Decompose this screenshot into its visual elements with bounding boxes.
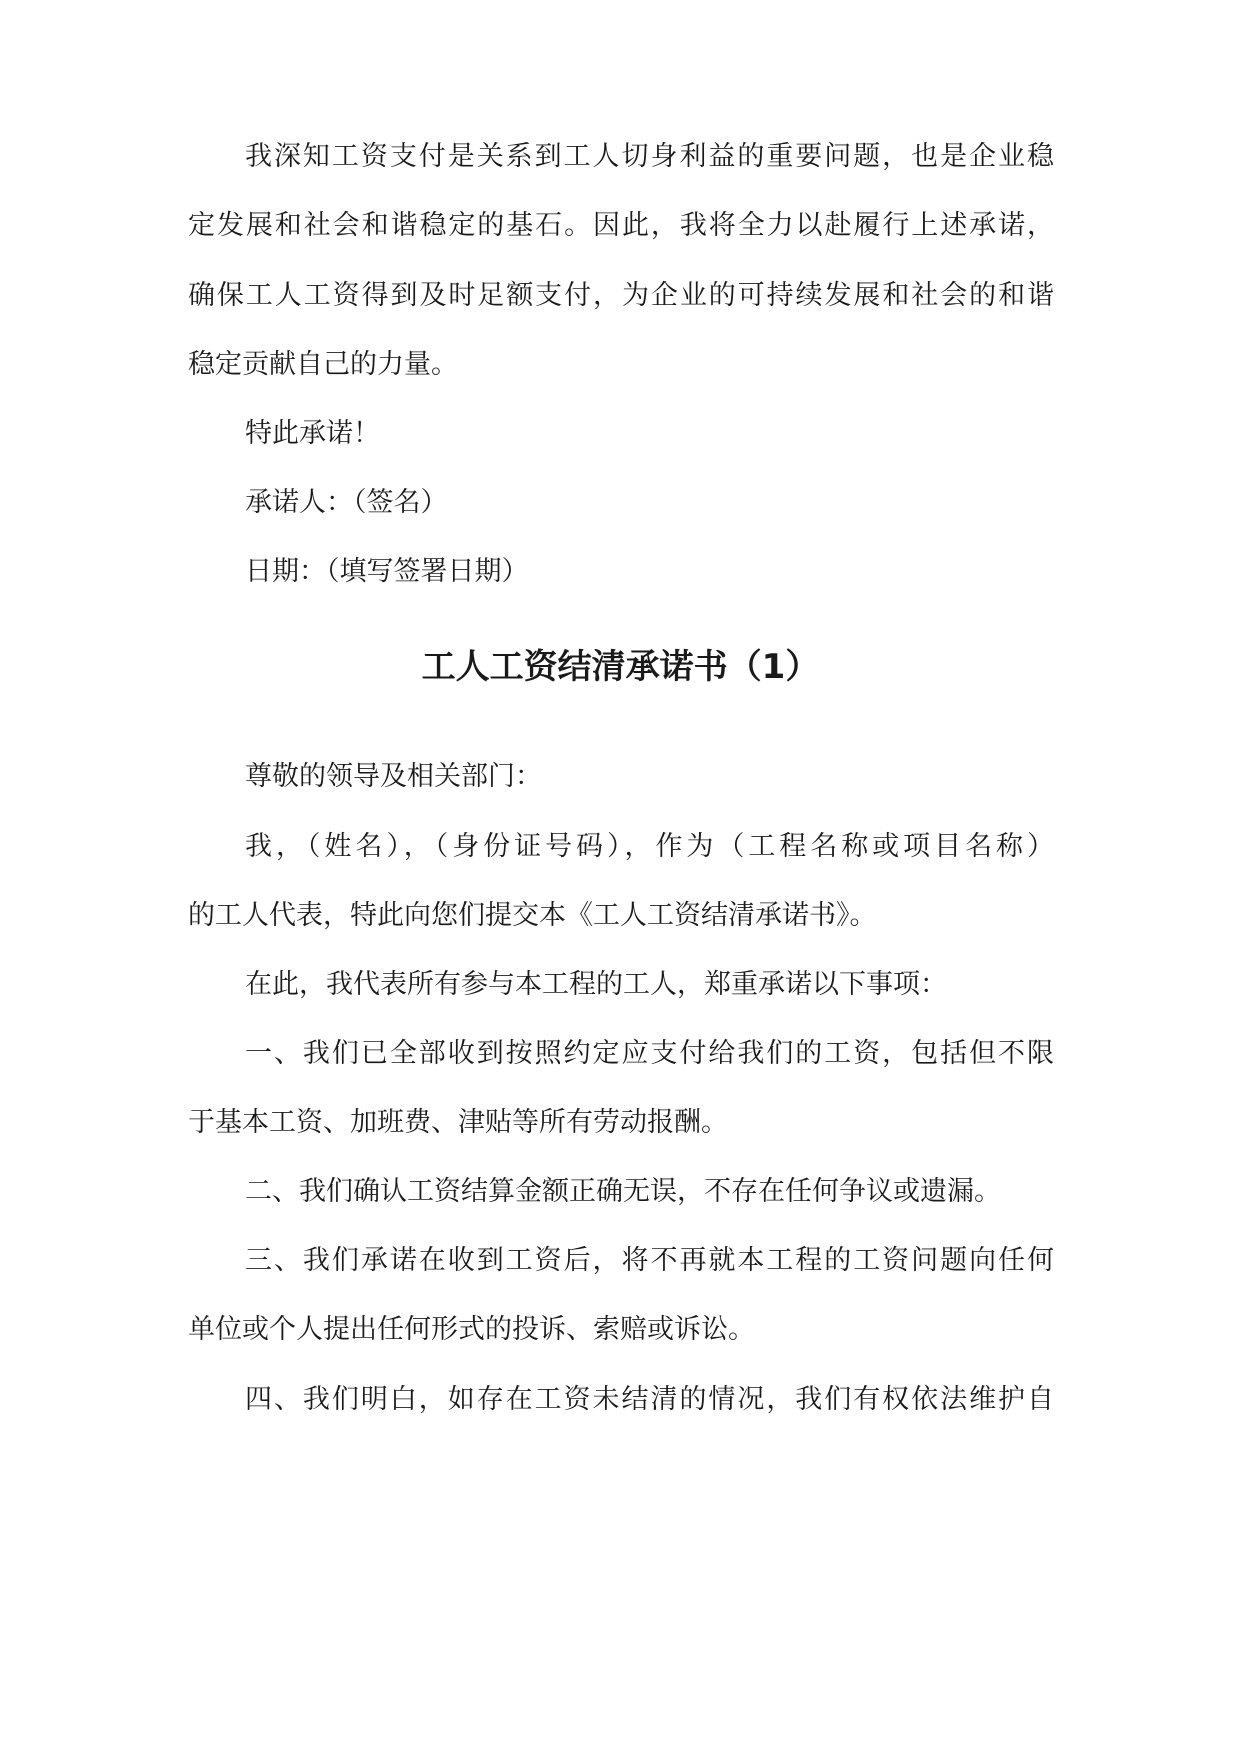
statement-line: 在此，我代表所有参与本工程的工人，郑重承诺以下事项：: [245, 969, 947, 1000]
document-title: 工人工资结清承诺书（1）: [421, 647, 820, 687]
item-two-line: 二、我们确认工资结算金额正确无误，不存在任何争议或遗漏。: [245, 1176, 1001, 1207]
item-one-line: 一、我们已全部收到按照约定应支付给我们的工资，包括但不限: [245, 1038, 1054, 1069]
promisor-signature-line: 承诺人：（签名）: [245, 487, 448, 518]
paragraph-line: 我，（姓名），（身份证号码），作为（工程名称或项目名称）: [245, 831, 1054, 862]
item-three-line: 三、我们承诺在收到工资后，将不再就本工程的工资问题向任何: [245, 1245, 1054, 1276]
salutation: 尊敬的领导及相关部门：: [245, 761, 542, 792]
item-three-line: 单位或个人提出任何形式的投诉、索赔或诉讼。: [188, 1314, 755, 1345]
closing-text: 特此承诺！: [245, 418, 380, 449]
paragraph-line: 确保工人工资得到及时足额支付，为企业的可持续发展和社会的和谐: [188, 280, 1054, 311]
item-one-line: 于基本工资、加班费、津贴等所有劳动报酬。: [188, 1107, 728, 1138]
paragraph-line: 我深知工资支付是关系到工人切身利益的重要问题，也是企业稳: [245, 141, 1054, 172]
item-four-line: 四、我们明白，如存在工资未结清的情况，我们有权依法维护自: [245, 1384, 1054, 1415]
date-line: 日期：（填写签署日期）: [245, 556, 529, 587]
paragraph-line: 的工人代表，特此向您们提交本《工人工资结清承诺书》。: [188, 900, 877, 931]
paragraph-line: 稳定贡献自己的力量。: [188, 349, 458, 380]
paragraph-line: 定发展和社会和谐稳定的基石。因此，我将全力以赴履行上述承诺，: [188, 210, 1054, 241]
